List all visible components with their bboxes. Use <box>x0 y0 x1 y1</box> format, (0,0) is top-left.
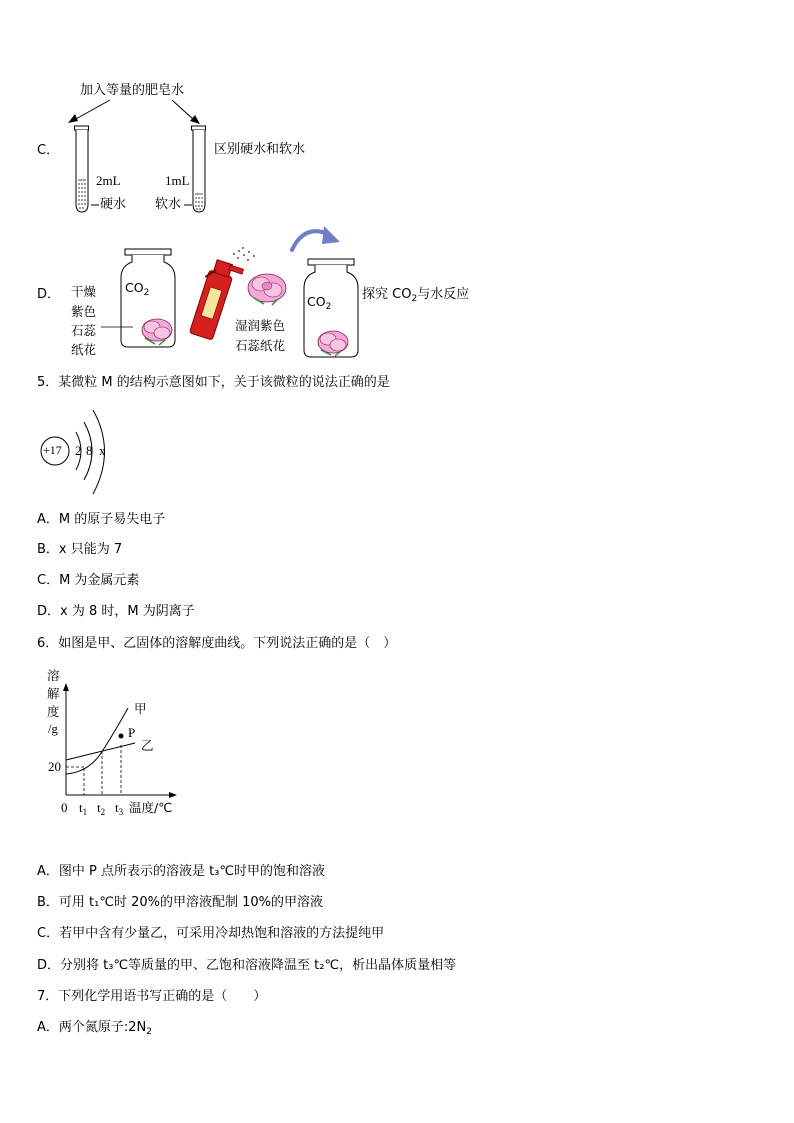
dry-label-2: 紫色 <box>71 304 97 319</box>
x-origin: 0 <box>61 800 68 815</box>
nucleus-charge: +17 <box>43 443 62 457</box>
ylabel-char-2: 解 <box>47 686 60 701</box>
soap-water-label: 加入等量的肥皂水 <box>80 83 185 98</box>
q6-option-b[interactable]: B．可用 t₁℃时 20%的甲溶液配制 10%的甲溶液 <box>37 895 324 910</box>
q6-option-c[interactable]: C．若甲中含有少量乙，可采用冷却热饱和溶液的方法提纯甲 <box>37 926 385 941</box>
x-tick-t2: $t_2$ <box>97 800 106 817</box>
shell-3-count: x <box>99 443 106 458</box>
wet-label-1: 湿润紫色 <box>235 318 286 333</box>
q5-stem: 5．某微粒 M 的结构示意图如下，关于该微粒的说法正确的是 <box>37 375 390 390</box>
wet-label-2: 石蕊纸花 <box>235 338 286 353</box>
option-c-letter: C． <box>37 143 60 158</box>
ylabel-char-3: 度 <box>47 704 60 719</box>
q5-option-a[interactable]: A．M 的原子易失电子 <box>37 512 166 527</box>
x-tick-t1: $t_1$ <box>79 800 88 817</box>
q6-option-a[interactable]: A．图中 P 点所表示的溶液是 t₃℃时甲的饱和溶液 <box>37 864 326 879</box>
dry-label-1: 干燥 <box>71 284 97 299</box>
q7-stem: 7．下列化学用语书写正确的是（ ） <box>37 989 267 1004</box>
point-p-label: P <box>128 725 136 740</box>
curve-yi <box>66 743 135 760</box>
soft-water-label: 软水 <box>155 197 182 212</box>
shell-1-count: 2 <box>75 443 82 458</box>
ylabel-unit: /g <box>48 722 58 736</box>
q5-option-d[interactable]: D．x 为 8 时，M 为阴离子 <box>37 604 195 619</box>
curve-yi-label: 乙 <box>141 738 154 753</box>
q6-option-d[interactable]: D．分别将 t₃℃等质量的甲、乙饱和溶液降温至 t₂℃，析出晶体质量相等 <box>37 958 457 973</box>
q5-option-b[interactable]: B．x 只能为 7 <box>37 542 123 557</box>
co2-left-label: $CO_2$ <box>125 280 150 298</box>
x-tick-t3: $t_3$ <box>115 800 124 817</box>
option-c-purpose: 区别硬水和软水 <box>214 142 306 157</box>
left-volume: 2mL <box>96 173 121 188</box>
curve-jia <box>66 708 128 774</box>
ylabel-char-1: 溶 <box>47 668 60 683</box>
q5-option-c[interactable]: C．M 为金属元素 <box>37 573 140 588</box>
dry-label-3: 石蕊 <box>71 323 97 338</box>
y-tick-20: 20 <box>48 759 61 774</box>
dry-label-4: 纸花 <box>71 342 97 357</box>
hard-water-label: 硬水 <box>100 197 127 212</box>
curve-jia-label: 甲 <box>134 701 147 716</box>
shell-2-count: 8 <box>86 443 93 458</box>
q7-option-a[interactable]: A．两个氮原子$:2N_2$ <box>37 1020 153 1037</box>
right-volume: 1mL <box>165 173 190 188</box>
q6-stem: 6．如图是甲、乙固体的溶解度曲线。下列说法正确的是（ ） <box>37 636 397 651</box>
co2-right-label: $CO_2$ <box>307 294 332 312</box>
option-d-letter: D． <box>37 287 61 302</box>
option-d-purpose: 探究 $CO_2$与水反应 <box>362 287 470 304</box>
x-axis-label: 温度/℃ <box>129 800 173 815</box>
point-p <box>119 734 124 739</box>
